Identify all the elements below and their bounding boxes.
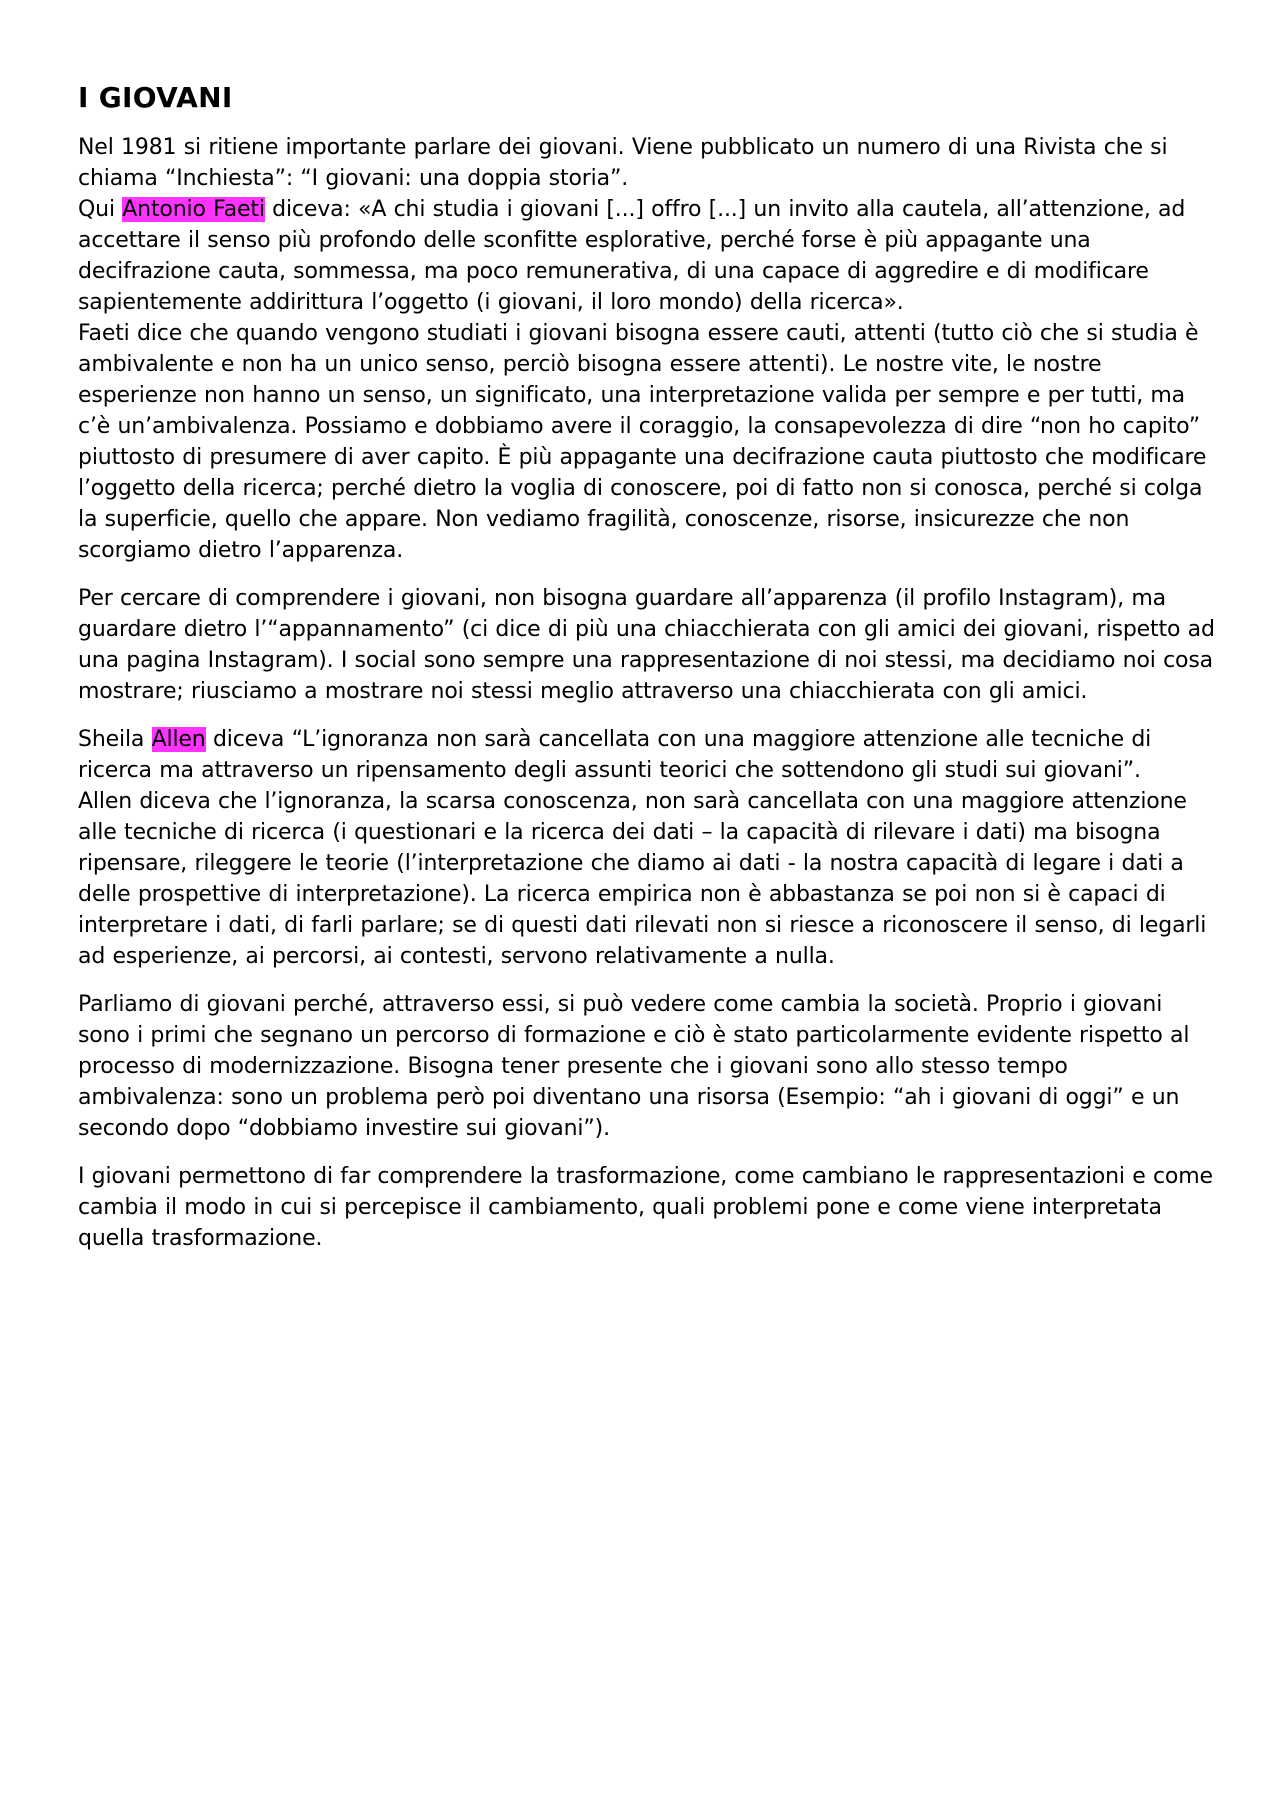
paragraph-society: Parliamo di giovani perché, attraverso essi, si può vedere come cambia la società. Proprio i giovani sono i primi che segnano un percorso di formazione e ciò è stato particolarmente evidente rispetto al processo di modernizzazione. Bisogna tener presente che i giovani sono allo stesso tempo ambivalenza: sono un problema però poi diventano una risorsa (Esempio: “ah i giovani di oggi” e un secondo dopo “dobbiamo investire sui giovani”). [78,992,1190,1141]
highlight-allen: Allen [151,727,206,752]
paragraph-faeti-comment: Faeti dice che quando vengono studiati i giovani bisogna essere cauti, attenti (tutto ciò che si studia è ambivalente e non ha un unico senso, perciò bisogna essere attenti). Le nostre vite, le nostre esperienze non hanno un senso, un significato, una interpretazione valida per sempre e per tutti, ma c’è un’ambivalenza. Possiamo e dobbiamo avere il coraggio, la consapevolezza di dire “non ho capito” piuttosto di presumere di aver capito. È più appagante una decifrazione cauta piuttosto che modificare l’oggetto della ricerca; perché dietro la voglia di conoscere, poi di fatto non si conosca, perché si colga la superficie, quello che appare. Non vediamo fragilità, conoscenze, risorse, insicurezze che non scorgiamo dietro l’apparenza. [78,321,1207,563]
faeti-quote-pre: Qui [78,197,123,222]
highlight-antonio-faeti: Antonio Faeti [122,197,265,222]
allen-quote-post: diceva “L’ignoranza non sarà cancellata con una maggiore attenzione alle tecniche di ricerca ma attraverso un ripensamento degli assunti teorici che sottendono gli studi sui giovani”. [78,727,1152,783]
document-body [78,78,1218,1254]
faeti-quote-post: diceva: «A chi studia i giovani [...] offro [...] un invito alla cautela, all’attenzione, ad accettare il senso più profondo delle sconfitte esplorative, perché forse è più appagante una decifrazione cauta, sommessa, ma poco remunerativa, di una capace di aggredire e di modificare sapientemente addirittura l’oggetto (i giovani, il loro mondo) della ricerca». [78,197,1186,315]
paragraph-intro: Nel 1981 si ritiene importante parlare dei giovani. Viene pubblicato un numero di una Rivista che si chiama “Inchiesta”: “I giovani: una doppia storia”. [78,135,1168,191]
paragraph-instagram: Per cercare di comprendere i giovani, non bisogna guardare all’apparenza (il profilo Instagram), ma guardare dietro l’“appannamento” (ci dice di più una chiacchierata con gli amici dei giovani, rispetto ad una pagina Instagram). I social sono sempre una rappresentazione di noi stessi, ma decidiamo noi cosa mostrare; riusciamo a mostrare noi stessi meglio attraverso una chiacchierata con gli amici. [78,586,1215,704]
document-title: I GIOVANI [78,81,233,114]
paragraph-transformation: I giovani permettono di far comprendere la trasformazione, come cambiano le rappresentazioni e come cambia il modo in cui si percepisce il cambiamento, quali problemi pone e come viene interpretata quella trasformazione. [78,1164,1213,1251]
allen-quote-pre: Sheila [78,727,152,752]
paragraph-faeti-quote [78,194,1218,318]
paragraph-allen-comment: Allen diceva che l’ignoranza, la scarsa conoscenza, non sarà cancellata con una maggiore attenzione alle tecniche di ricerca (i questionari e la ricerca dei dati – la capacità di rilevare i dati) ma bisogna ripensare, rileggere le teorie (l’interpretazione che diamo ai dati - la nostra capacità di legare i dati a delle prospettive di interpretazione). La ricerca empirica non è abbastanza se poi non si è capaci di interpretare i dati, di farli parlare; se di questi dati rilevati non si riesce a riconoscere il senso, di legarli ad esperienze, ai percorsi, ai contesti, servono relativamente a nulla. [78,789,1207,969]
paragraph-allen-quote [78,724,1218,786]
